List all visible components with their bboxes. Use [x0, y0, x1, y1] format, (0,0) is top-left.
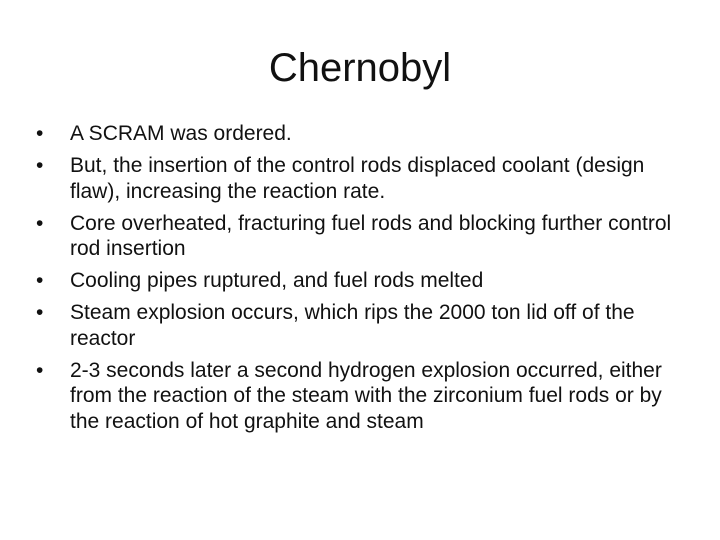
bullet-text: A SCRAM was ordered.: [70, 122, 292, 145]
bullet-icon: •: [36, 269, 44, 293]
bullet-item: [36, 121, 676, 147]
bullet-text: Steam explosion occurs, which rips the 2000 ton lid off of the reactor: [70, 301, 635, 350]
bullet-icon: •: [36, 211, 44, 235]
bullet-text: Cooling pipes ruptured, and fuel rods melted: [70, 269, 484, 293]
slide-title: Chernobyl: [268, 46, 452, 90]
bullet-icon: •: [36, 153, 44, 177]
bullet-icon: •: [36, 358, 44, 382]
bullet-item: [36, 211, 676, 262]
bullet-icon: •: [36, 122, 44, 145]
bullet-text: But, the insertion of the control rods displaced coolant (design flaw), increasing the reaction rate.: [70, 153, 645, 203]
bullet-text: Core overheated, fracturing fuel rods and blocking further control rod insertion: [70, 211, 672, 261]
bullet-list: [36, 121, 676, 441]
bullet-item: [36, 300, 676, 351]
bullet-text: 2-3 seconds later a second hydrogen explosion occurred, either from the reaction of the steam with the zirconium fuel rods or by the reaction of hot graphite and steam: [70, 358, 662, 433]
bullet-item: [36, 358, 676, 435]
bullet-icon: •: [36, 301, 44, 325]
bullet-item: [36, 268, 676, 294]
bullet-item: [36, 153, 676, 204]
